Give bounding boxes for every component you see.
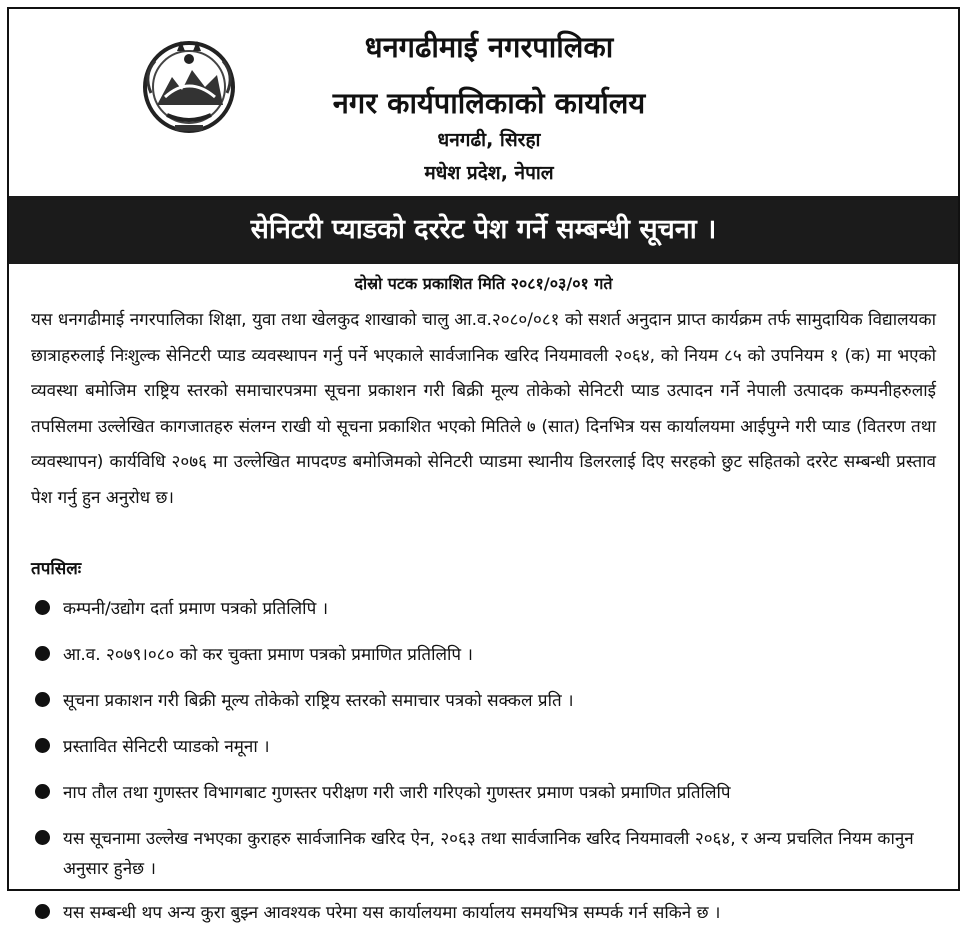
notice-header <box>9 9 958 196</box>
bullet-icon <box>35 738 50 753</box>
list-item <box>31 686 941 716</box>
list-item-text: सूचना प्रकाशन गरी बिक्री मूल्य तोकेको राष्ट्रिय स्तरको समाचार पत्रको सक्कल प्रति । <box>63 691 574 711</box>
office-name: नगर कार्यपालिकाको कार्यालय <box>332 86 646 120</box>
notice-frame <box>7 7 960 923</box>
list-item-text: आ.व. २०७९।०८० को कर चुक्ता प्रमाण पत्रको प्रमाणित प्रतिलिपि । <box>63 645 473 665</box>
municipality-name: धनगढीमाई नगरपालिका <box>364 30 614 64</box>
office-province: मधेश प्रदेश, नेपाल <box>424 162 554 184</box>
publication-date: दोस्रो पटक प्रकाशित मिति २०८१/०३/०१ गते <box>354 274 613 293</box>
list-item-text: कम्पनी/उद्योग दर्ता प्रमाण पत्रको प्रतिलिपि । <box>63 599 329 619</box>
list-item-text: यस सम्बन्धी थप अन्य कुरा बुझ्न आवश्यक परेमा यस कार्यालयमा कार्यालय समयभित्र सम्पर्क गर्न सकिने छ । <box>63 903 721 923</box>
list-item <box>31 640 941 670</box>
list-item <box>31 778 941 808</box>
bullet-icon <box>35 692 50 707</box>
bullet-icon <box>35 830 50 845</box>
list-item <box>31 732 941 762</box>
nepal-emblem-icon <box>137 35 241 137</box>
list-item-text: यस सूचनामा उल्लेख नभएका कुराहरु सार्वजानिक खरिद ऐन, २०६३ तथा सार्वजानिक खरिद नियमावली २०६४, र अन्य प्रचलित नियम कानुन अनुसार हुनेछ । <box>63 829 914 879</box>
bullet-icon <box>35 904 50 919</box>
notice-body-paragraph: यस धनगढीमाई नगरपालिका शिक्षा, युवा तथा खेलकुद शाखाको चालु आ.व.२०८०/०८१ को सशर्त अनुदान प्राप्त कार्यक्रम तर्फ सामुदायिक विद्यालयका छात्राहरुलाई निःशुल्क सेनिटरी प्याड व्यवस्थापन गर्नु पर्ने भएकाले सार्वजानिक खरिद नियमावली २०६४, को नियम ८५ को उपनियम १ (क) मा भएको व्यवस्था बमोजिम राष्ट्रिय स्तरको समाचारपत्रमा सूचना प्रकाशन गरी बिक्री मूल्य तोकेको सेनिटरी प्याड उत्पादन गर्ने नेपाली उत्पादक कम्पनीहरुलाई तपसिलमा उल्लेखित कागजातहरु संलग्न राखी यो सूचना प्रकाशित भएको मितिले ७ (सात) दिनभित्र यस कार्यालयमा आईपुग्ने गरी प्याड (वितरण तथा व्यवस्थापन) कार्यविधि २०७६ मा उल्लेखित मापदण्ड बमोजिमको सेनिटरी प्याडमा स्थानीय डिलरलाई दिए सरहको छुट सहितको दररेट सम्बन्धी प्रस्ताव पेश गर्नु हुन अनुरोध छ। <box>31 310 936 508</box>
list-item <box>31 594 941 624</box>
bullet-icon <box>35 784 50 799</box>
bullet-icon <box>35 600 50 615</box>
requirements-heading: तपसिलः <box>31 559 82 579</box>
office-location: धनगढी, सिरहा <box>437 129 541 151</box>
list-item-text: नाप तौल तथा गुणस्तर विभागबाट गुणस्तर परीक्षण गरी जारी गरिएको गुणस्तर प्रमाण पत्रको प्रमाणित प्रतिलिपि <box>63 783 731 803</box>
bullet-icon <box>35 646 50 661</box>
list-item-text: प्रस्तावित सेनिटरी प्याडको नमूना । <box>63 737 270 757</box>
requirements-list <box>31 594 941 944</box>
notice-title-banner: सेनिटरी प्याडको दररेट पेश गर्ने सम्बन्धी सूचना । <box>9 196 958 264</box>
list-item <box>31 824 941 884</box>
list-item <box>31 898 941 928</box>
